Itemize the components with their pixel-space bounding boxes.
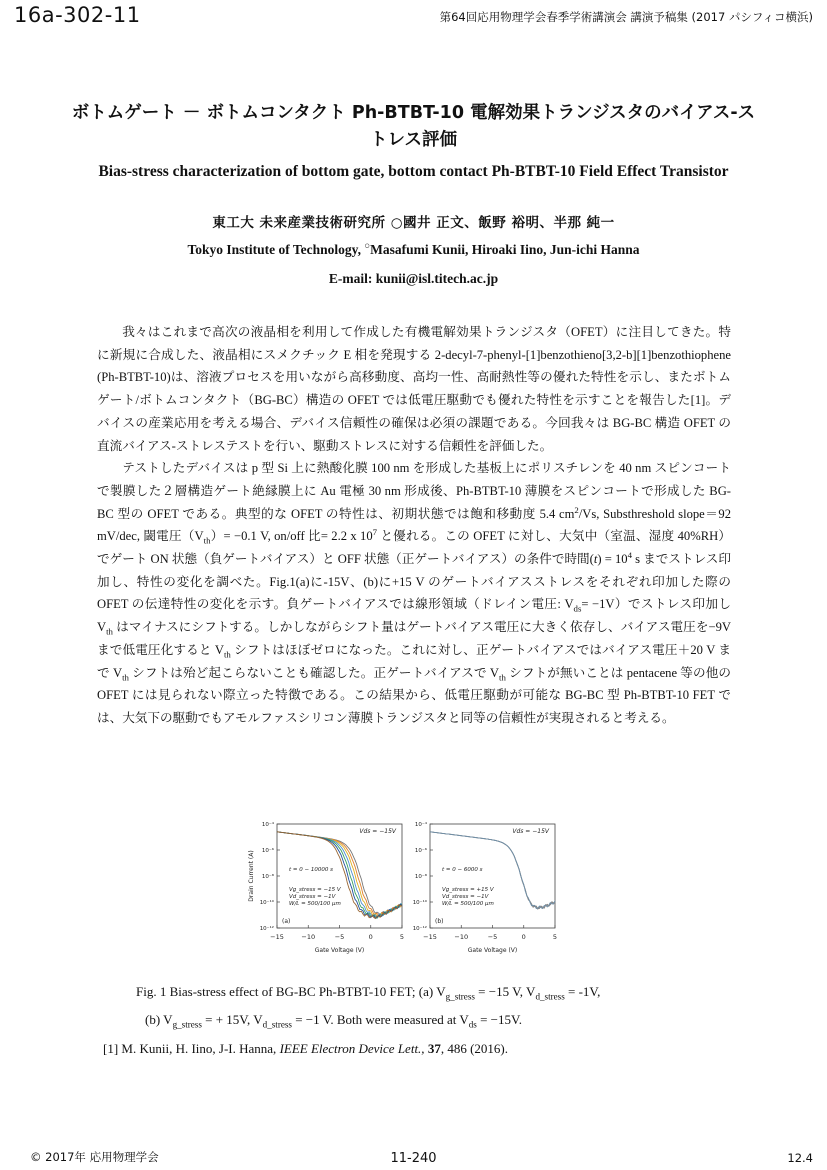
y-tick-label: 10⁻⁶ — [261, 848, 274, 854]
x-tick-label: 0 — [521, 933, 526, 941]
annotation-vds: Vds = −15V — [359, 828, 396, 835]
figure-caption-line1: Fig. 1 Bias-stress effect of BG-BC Ph-BTBT-10 FET; (a) $V_{g\_stress} = -15$ V, $V_{d\_stress} = -1V$, — [136, 984, 601, 1002]
authors-japanese: 東工大 未来産業技術研究所 ○國井 正文、飯野 裕明、半那 純一 — [212, 215, 615, 231]
y-tick-label: 10⁻⁶ — [414, 848, 427, 854]
annotation-wl: W/L = 500/100 μm — [289, 901, 341, 907]
panel-label: (b) — [435, 918, 444, 925]
y-tick-label: 10⁻¹⁰ — [412, 900, 427, 906]
footer-session-number: 12.4 — [787, 1151, 813, 1165]
x-tick-label: −15 — [423, 933, 437, 941]
footer-copyright: © 2017年 応用物理学会 — [30, 1150, 159, 1164]
reference-1: [1] M. Kunii, H. Iino, J-I. Hanna, IEEE Electron Device Lett., 37, 486 (2016). — [103, 1041, 508, 1056]
y-tick-label: 10⁻⁴ — [261, 822, 274, 828]
annotation-vg-stress: Vg_stress = +15 V — [442, 887, 494, 893]
annotation-wl: W/L = 500/100 μm — [442, 901, 494, 907]
paragraph-2: テストしたデバイスは p 型 Si 上に熱酸化膜 100 nm を形成した基板上にポリスチレンを 40 nm スピンコートで製膜した２層構造ゲート絶縁膜上に Au 電極 30 nm 形成後、Ph-BTBT-10 薄膜をスピンコートで形成した BG-BC 型の OFET である。典型的な OFET の特性は、初期状態では飽和移動度 5.4 $cm^2/Vs$, Substhreshold slope＝92 mV/dec, 閾電圧$(V_{th})= -0.1$ V, on/off 比= 2.2 x $10^7$ と優れる。この OFET に対し、大気中（室温、湿度 40%RH）でゲート ON 状態（負ゲートバイアス）と OFF 状態（正ゲートバイアス）の条件で時間$(t) = 10^4$ s までストレス印加し、特性の変化を調べた。Fig.1(a)に-15V、(b)に+15 V のゲートバイアスストレスをそれぞれ印加した際の OFET の伝達特性の変化を示す。負ゲートバイアスでは線形領域（ドレイン電圧: $V_{ds}= -1V$）でストレス印加し $V_{th}$ はマイナスにシフトする。しかしながらシフト量はゲートバイアス電圧に大きく依存し、バイアス電圧を−9V まで低電圧化すると $V_{th}$ シフトはほぼゼロになった。これに対し、正ゲートバイアスではバイアス電圧＋20 V まで $V_{th}$ シフトは殆ど起こらないことも確認した。正ゲートバイアスで $V_{th}$ シフトが無いことは pentacene 等の他の OFET には見られない際立った特徴である。この結果から、低電圧駆動が可能な BG-BC 型 Ph-BTBT-10 FET では、大気下の駆動でもアモルファスシリコン薄膜トランジスタと同等の信頼性が実現されると考える。 — [97, 461, 731, 725]
annotation-vds: Vds = −15V — [512, 828, 549, 835]
x-tick-label: 5 — [552, 933, 558, 941]
panel-label: (a) — [282, 918, 291, 925]
authors-english: Tokyo Institute of Technology, ○Masafumi Kunii, Hiroaki Iino, Jun-ichi Hanna — [187, 241, 640, 257]
x-tick-label: −15 — [270, 933, 284, 941]
annotation-vg-stress: Vg_stress = −15 V — [289, 887, 341, 893]
x-tick-label: 0 — [368, 933, 373, 941]
annotation-vd-stress: Vd_stress = −1V — [442, 894, 489, 900]
title-english: Bias-stress characterization of bottom gate, bottom contact Ph-BTBT-10 Field Effect Transistor — [98, 163, 729, 180]
y-axis-label: Drain Current (A) — [248, 850, 255, 902]
figure-caption-line2: (b) $V_{g\_stress}$ = + 15V, $V_{d\_stress} = -1$ V. Both were measured at $V_{ds} = -15V$. — [145, 1012, 522, 1030]
x-tick-label: 5 — [399, 933, 405, 941]
affiliation: Tokyo Institute of Technology, — [187, 242, 362, 257]
footer-page-number: 11-240 — [390, 1151, 437, 1166]
x-axis-label: Gate Voltage (V) — [314, 947, 365, 954]
title-japanese: ボトムゲート － ボトムコンタクト Ph-BTBT-10 電解効果トランジスタのバイアス-ストレス評価 — [71, 103, 756, 150]
y-tick-label: 10⁻¹² — [259, 926, 274, 932]
conference-header: 第64回応用物理学会春季学術講演会 講演予稿集 (2017 パシフィコ横浜) — [439, 10, 813, 24]
x-tick-label: −10 — [301, 933, 316, 941]
figure-1 — [240, 812, 595, 972]
y-tick-label: 10⁻¹⁰ — [259, 900, 274, 906]
session-id: 16a-302-11 — [14, 3, 141, 27]
author-names: Masafumi Kunii, Hiroaki Iino, Jun-ichi Hanna — [370, 242, 640, 257]
annotation-vd-stress: Vd_stress = −1V — [289, 894, 336, 900]
body-text — [97, 321, 731, 730]
y-tick-label: 10⁻⁴ — [414, 822, 427, 828]
x-tick-label: −5 — [487, 933, 498, 941]
x-tick-label: −5 — [334, 933, 345, 941]
y-tick-label: 10⁻⁸ — [261, 874, 274, 880]
email: E-mail: kunii@isl.titech.ac.jp — [328, 271, 499, 286]
x-tick-label: −10 — [454, 933, 469, 941]
annotation-time: t = 0 − 10000 s — [289, 867, 333, 873]
x-axis-label: Gate Voltage (V) — [467, 947, 518, 954]
paragraph-1: 我々はこれまで高次の液晶相を利用して作成した有機電解効果トランジスタ（OFET）に注目してきた。特に新規に合成した、液晶相にスメクチック E 相を発現する 2-decyl-7-phenyl-[1]benzothieno[3,2-b][1]benzothiophene (Ph-BTBT-10)は、溶液プロセスを用いながら高移動度、高均一性、高耐熱性等の優れた特性を示し、またボトムゲート/ボトムコンタクト（BG-BC）構造の OFET では低電圧駆動でも優れた特性を示すことを報告した[1]。デバイスの産業応用を考える場合、デバイス信頼性の確保は必須の課題である。今回我々は BG-BC 構造 OFET の直流バイアス-ストレステストを行い、駆動ストレスに対する信頼性を評価した。 — [97, 325, 731, 453]
y-tick-label: 10⁻¹² — [412, 926, 427, 932]
annotation-time: t = 0 − 6000 s — [442, 867, 483, 873]
y-tick-label: 10⁻⁸ — [414, 874, 427, 880]
